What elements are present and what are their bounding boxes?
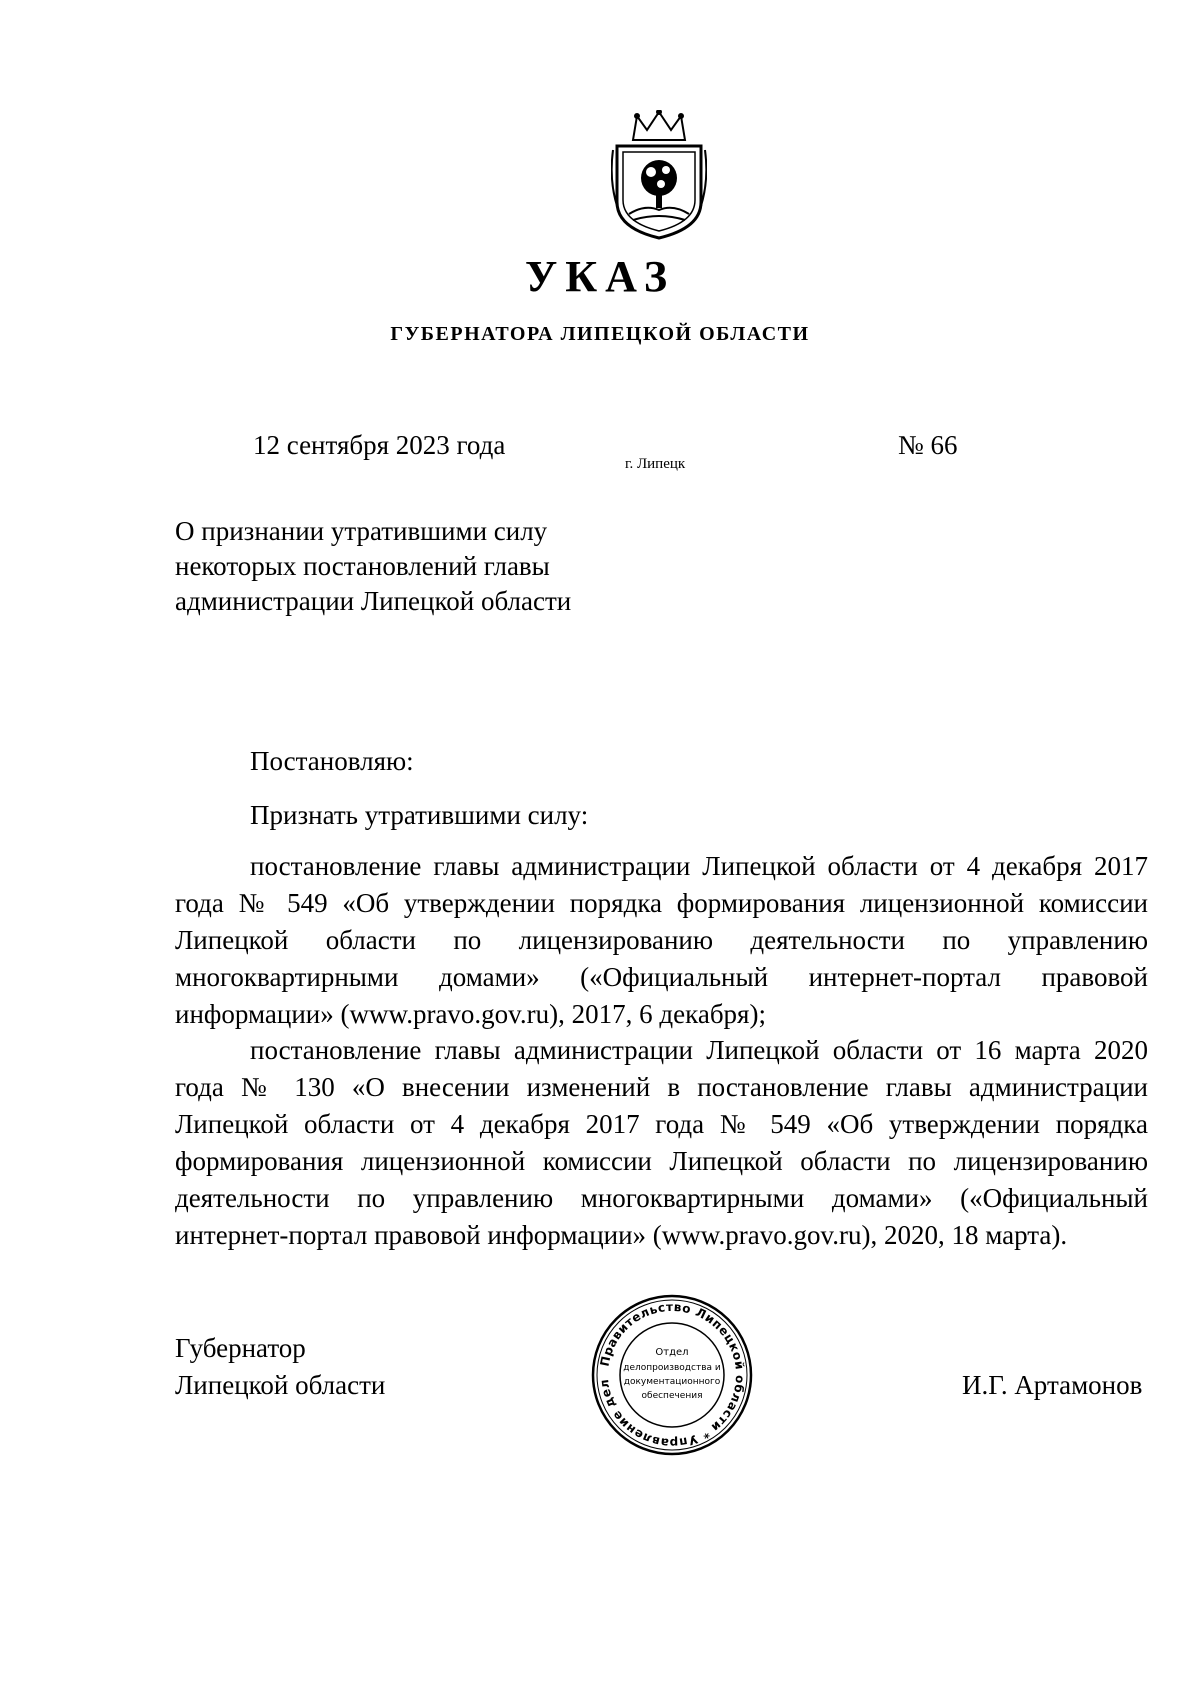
- coat-of-arms-icon: [611, 110, 707, 240]
- document-subtitle: ГУБЕРНАТОРА ЛИПЕЦКОЙ ОБЛАСТИ: [390, 323, 810, 345]
- subject-line: администрации Липецкой области: [175, 586, 572, 616]
- signatory-name: И.Г. Артамонов: [962, 1370, 1143, 1400]
- stamp-inner-line: документационного: [623, 1377, 721, 1387]
- repealed-item-paragraph: постановление главы администрации Липецкой области от 4 декабря 2017 года № 549 «Об утверждении порядка формирования лицензионной комиссии Липецкой области по лицензированию деятельности по управлению многоквартирными домами» («Официальный интернет-портал правовой информации» (www.pravo.gov.ru), 2017, 6 декабря);: [175, 851, 1148, 1029]
- stamp-inner-line: обеспечения: [641, 1391, 703, 1401]
- subject-line: некоторых постановлений главы: [175, 551, 550, 581]
- resolve-paragraph: Постановляю:: [250, 746, 414, 776]
- document-number: № 66: [898, 430, 958, 460]
- document-date: 12 сентября 2023 года: [253, 430, 506, 460]
- position-line: Липецкой области: [175, 1370, 386, 1400]
- document-title: УКАЗ: [524, 252, 676, 301]
- stamp-inner-line: Отдел: [655, 1347, 689, 1358]
- recognize-paragraph: Признать утратившими силу:: [250, 800, 589, 830]
- signatory-position: [175, 1330, 385, 1404]
- repealed-item-paragraph: постановление главы администрации Липецкой области от 16 марта 2020 года № 130 «О внесении изменений в постановление главы администрации Липецкой области от 4 декабря 2017 года № 549 «Об утверждении порядка формирования лицензионной комиссии Липецкой области по лицензированию деятельности по управлению многоквартирными домами» («Официальный интернет-портал правовой информации» (www.pravo.gov.ru), 2020, 18 марта).: [175, 1035, 1148, 1250]
- document-subject: [175, 514, 615, 619]
- subject-line: О признании утратившими силу: [175, 516, 548, 546]
- stamp-outer-text: Правительство Липецкой области * Управление дел: [597, 1299, 748, 1451]
- stamp-inner-line: делопроизводства и: [623, 1363, 721, 1373]
- position-line: Губернатор: [175, 1333, 306, 1363]
- document-city: г. Липецк: [625, 456, 686, 472]
- official-stamp-icon: [590, 1293, 754, 1457]
